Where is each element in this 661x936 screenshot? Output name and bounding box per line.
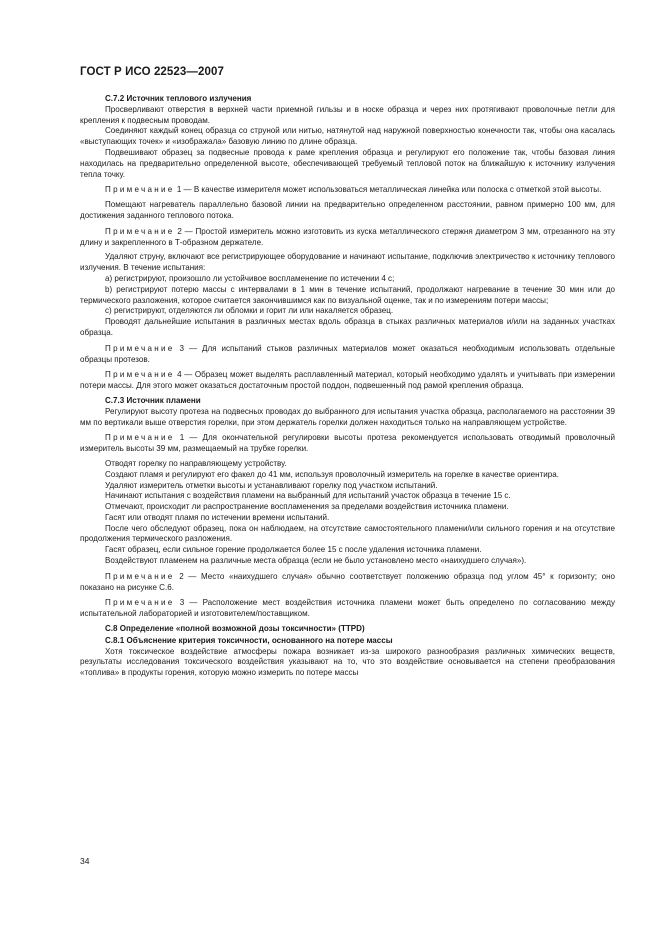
note-paragraph <box>80 433 615 455</box>
body-paragraph: с) регистрируют, отделяются ли обломки и горит ли или накаляется образец. <box>105 306 394 316</box>
note-paragraph <box>80 227 615 249</box>
section-heading: С.7.3 Источник пламени <box>105 395 201 405</box>
note-label: Примечание <box>105 433 175 443</box>
section-heading: С.8 Определение «полной возможной дозы токсичности» (TTPD) <box>105 624 365 634</box>
note-label: Примечание <box>105 226 175 236</box>
body-paragraph: Отмечают, происходит ли распространение воспламенения за пределами воздействия источника пламени. <box>105 502 509 512</box>
body-paragraph: Просверливают отверстия в верхней части приемной гильзы и в носке образца и через них протягивают проволочные петли для крепления к подвесным проводам. <box>80 104 615 125</box>
body-paragraph: Подвешивают образец за подвесные провода к раме крепления образца и регулируют его положение так, чтобы базовая линия находилась на предварительно определенной высоте, обеспечивающей требуемый тепловой поток на ближайшую к источнику излучения тепла точку. <box>80 147 615 179</box>
note-paragraph <box>80 572 615 594</box>
note-number: 4 — <box>174 370 195 380</box>
body-paragraph: b) регистрируют потерю массы с интервалами в 1 мин в течение испытаний, продолжают нагревание в течение 30 мин или до термического разложения, которое считается закончившимся как по визуальной оценке, так и по измерениям потери массы; <box>80 284 615 305</box>
body-paragraph: Удаляют струну, включают все регистрирующее оборудование и начинают испытание, подключив электричество к источнику теплового излучения. В течение испытания: <box>80 252 615 273</box>
body-paragraph: Воздействуют пламенем на различные места образца (если не было установлено место «наихудшего случая»). <box>105 556 527 566</box>
document-body <box>80 94 615 679</box>
note-number: 2 — <box>174 571 201 581</box>
body-paragraph: Соединяют каждый конец образца со струной или нитью, натянутой над наружной поверхностью конечности так, чтобы она касалась «выступающих точек» и «изображала» базовую линию по длине образца. <box>80 126 615 147</box>
note-paragraph <box>80 344 615 366</box>
note-text: Образец может выделять расплавленный материал, который необходимо удалять и учитывать при измерении потери массы. Для этого может оказаться достаточным простой поддон, подвешенный под рамой крепления образца. <box>80 370 615 391</box>
note-text: Расположение мест воздействия источника пламени может быть определено по согласованию между испытательной лабораторией и изготовителем/поставщиком. <box>80 598 615 619</box>
note-label: Примечание <box>105 598 175 608</box>
body-paragraph: Регулируют высоту протеза на подвесных проводах до выбранного для испытания участка образца, располагаемого на расстоянии 39 мм по вертикали выше отверстия горелки, при этом держатель горелки должен находиться только на направляющем устройстве. <box>80 406 615 427</box>
note-number: 2 — <box>174 226 196 236</box>
body-paragraph: Помещают нагреватель параллельно базовой линии на предварительно определенном расстоянии, равном примерно 100 мм, для достижения заданного теплового потока. <box>80 200 615 220</box>
note-paragraph <box>80 370 615 392</box>
body-paragraph: Начинают испытания с воздействия пламени на выбранный для испытаний участок образца в течение 15 с. <box>105 491 511 501</box>
note-text: Место «наихудшего случая» обычно соответствует положению образца под углом 45° к горизонту; оно показано на рисунке С.6. <box>80 571 616 592</box>
body-paragraph: Создают пламя и регулируют его факел до 41 мм, используя проволочный измеритель на горелке в качестве ориентира. <box>105 469 559 479</box>
section-heading: С.7.2 Источник теплового излучения <box>105 94 252 103</box>
section-heading: С.8.1 Объяснение критерия токсичности, основанного на потере массы <box>105 635 393 645</box>
note-paragraph <box>80 598 615 620</box>
body-paragraph: Гасят или отводят пламя по истечении времени испытаний. <box>105 512 330 522</box>
page-number: 34 <box>80 856 90 866</box>
note-number: 1 — <box>174 433 203 443</box>
body-paragraph: Гасят образец, если сильное горение продолжается более 15 с после удаления источника пламени. <box>105 545 482 555</box>
note-number: 3 — <box>174 598 203 608</box>
note-text: Простой измеритель можно изготовить из куска металлического стержня диаметром 3 мм, отрезанного на эту длину и закрепленного в Т-образном держателе. <box>80 226 615 247</box>
note-label: Примечание <box>105 185 175 195</box>
note-label: Примечание <box>105 370 175 380</box>
body-paragraph: Удаляют измеритель отметки высоты и устанавливают горелку под участком испытаний. <box>105 480 438 490</box>
note-label: Примечание <box>105 571 175 581</box>
note-paragraph <box>80 185 615 196</box>
document-header: ГОСТ Р ИСО 22523—2007 <box>80 66 225 78</box>
note-text: В качестве измерителя может использоваться металлическая линейка или полоска с отметкой этой высоты. <box>193 185 602 195</box>
note-label: Примечание <box>105 343 175 353</box>
note-text: Для окончательной регулировки высоты протеза рекомендуется использовать отводимый проволочный измеритель высоты 39 мм, размещаемый на трубке горелки. <box>80 433 615 454</box>
note-number: 3 — <box>174 343 203 353</box>
body-paragraph: а) регистрируют, произошло ли устойчивое воспламенение по истечении 4 с; <box>105 273 395 283</box>
body-paragraph: Проводят дальнейшие испытания в различных местах вдоль образца в стыках различных материалов и/или на заданных участках образца. <box>80 317 615 337</box>
note-text: Для испытаний стыков различных материалов может оказаться необходимым использовать отдельные образцы протезов. <box>80 343 616 364</box>
body-paragraph: Хотя токсическое воздействие атмосферы пожара возникает из-за широкого разнообразия различных химических веществ, результаты исследования токсического воздействия указывают на то, что это воздействие основывается на степени преобразования «топлива» в продукты горения, которую можно измерить по потере массы <box>80 646 615 678</box>
body-paragraph: Отводят горелку по направляющему устройству. <box>105 458 287 468</box>
body-paragraph: После чего обследуют образец, пока он наблюдаем, на отсутствие самостоятельного пламени/или сильного горения и на отсутствие продолжения термического разложения. <box>80 523 615 544</box>
note-number: 1 — <box>174 185 194 195</box>
